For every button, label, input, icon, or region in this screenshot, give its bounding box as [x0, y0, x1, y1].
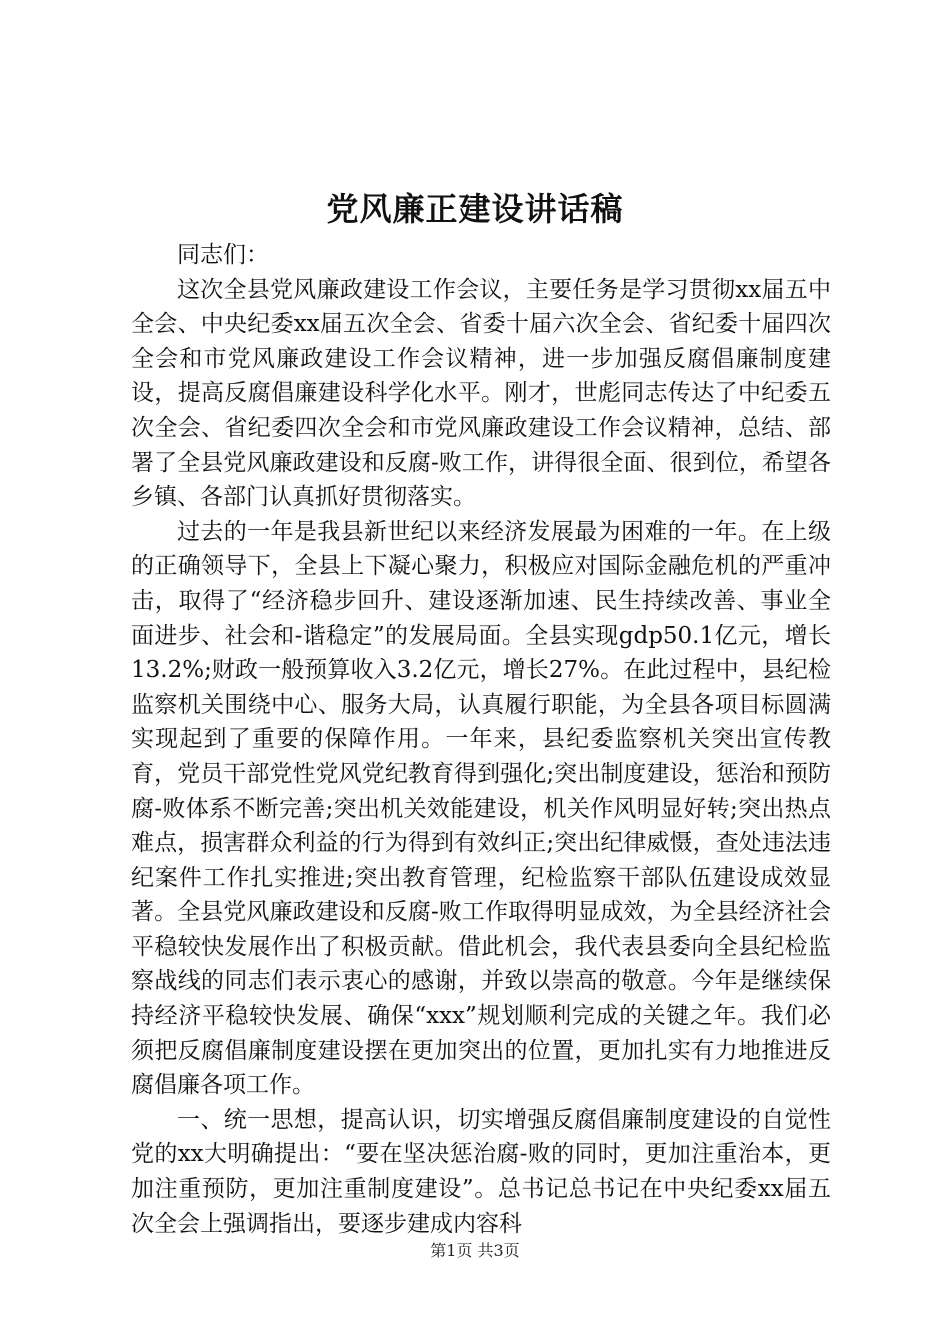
- body-paragraph: 一、统一思想，提高认识，切实增强反腐倡廉制度建设的自觉性党的xx大明确提出：“要在坚决惩治腐-败的同时，更加注重治本，更加注重预防，更加注重制度建设”。总书记总书记在中央纪委xx届五次全会上强调指出，要逐步建成内容科: [131, 1106, 831, 1237]
- salutation-paragraph: 同志们：: [177, 242, 269, 268]
- body-paragraph: 这次全县党风廉政建设工作会议，主要任务是学习贯彻xx届五中全会、中央纪委xx届五次全会、省委十届六次全会、省纪委十届四次全会和市党风廉政建设工作会议精神，进一步加强反腐倡廉制度建设，提高反腐倡廉建设科学化水平。刚才，世彪同志传达了中纪委五次全会、省纪委四次全会和市党风廉政建设工作会议精神，总结、部署了全县党风廉政建设和反腐-败工作，讲得很全面、很到位，希望各乡镇、各部门认真抓好贯彻落实。: [131, 276, 831, 511]
- document-title: 党风廉正建设讲话稿: [326, 190, 624, 228]
- document-body: [131, 238, 831, 1241]
- body-paragraph: 过去的一年是我县新世纪以来经济发展最为困难的一年。在上级的正确领导下，全县上下凝心聚力，积极应对国际金融危机的严重冲击，取得了“经济稳步回升、建设逐渐加速、民生持续改善、事业全面进步、社会和-谐稳定”的发展局面。全县实现gdp50.1亿元，增长13.2%;财政一般预算收入3.2亿元，增长27%。在此过程中，县纪检监察机关围绕中心、服务大局，认真履行职能，为全县各项目标圆满实现起到了重要的保障作用。一年来，县纪委监察机关突出宣传教育，党员干部党性党风党纪教育得到强化;突出制度建设，惩治和预防腐-败体系不断完善;突出机关效能建设，机关作风明显好转;突出热点难点，损害群众利益的行为得到有效纠正;突出纪律威慑，查处违法违纪案件工作扎实推进;突出教育管理，纪检监察干部队伍建设成效显著。全县党风廉政建设和反腐-败工作取得明显成效，为全县经济社会平稳较快发展作出了积极贡献。借此机会，我代表县委向全县纪检监察战线的同志们表示衷心的感谢，并致以崇高的敬意。今年是继续保持经济平稳较快发展、确保“xxx”规划顺利完成的关键之年。我们必须把反腐倡廉制度建设摆在更加突出的位置，更加扎实有力地推进反腐倡廉各项工作。: [131, 518, 831, 1099]
- page-number-footer: 第1页 共3页: [430, 1241, 520, 1260]
